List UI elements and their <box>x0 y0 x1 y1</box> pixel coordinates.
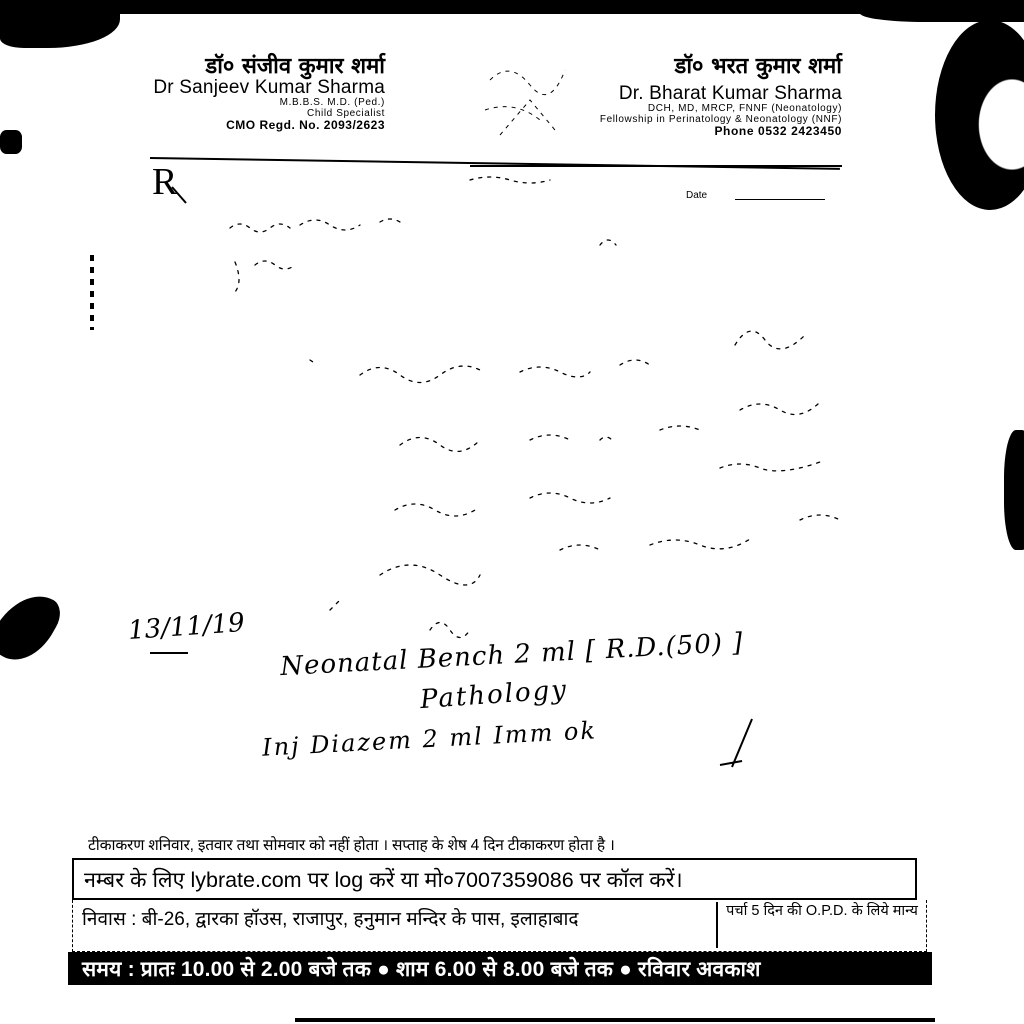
handwritten-line-2: Pathology <box>419 674 569 716</box>
scan-artifact-bottom-line <box>295 1018 935 1022</box>
handwritten-date: 13/11/19 <box>127 607 246 647</box>
doctor-right-name-hindi: डॉ० भरत कुमार शर्मा <box>674 54 842 79</box>
opd-validity: पर्चा 5 दिन की O.P.D. के लिये मान्य <box>716 902 926 948</box>
handwritten-date-underline <box>150 652 188 654</box>
vaccination-notice: टीकाकरण शनिवार, इतवार तथा सोमवार को नहीं होता । सप्ताह के शेष 4 दिन टीकाकरण होता है । <box>88 837 615 854</box>
clinic-address: निवास : बी-26, द्वारका हॉउस, राजापुर, हनुमान मन्दिर के पास, इलाहाबाद <box>82 909 579 930</box>
appointment-box: नम्बर के लिए lybrate.com पर log करें या मो०7007359086 पर कॉल करें। <box>72 858 917 900</box>
rx-symbol: R <box>152 161 178 203</box>
doctor-right-phone: Phone 0532 2423450 <box>714 124 842 139</box>
doctor-right-name: Dr. Bharat Kumar Sharma <box>618 83 842 105</box>
handwritten-line-3: Inj Diazem 2 ml Imm ok <box>261 716 598 762</box>
date-label: Date <box>686 190 708 201</box>
doctor-right-fellowship: Fellowship in Perinatology & Neonatology (NNF) <box>599 113 842 125</box>
doctor-left-name: Dr Sanjeev Kumar Sharma <box>153 77 385 99</box>
doctor-left-degree: M.B.B.S. M.D. (Ped.) <box>279 97 385 109</box>
doctor-left-name-hindi: डॉ० संजीव कुमार शर्मा <box>205 54 385 79</box>
tick-mark <box>712 715 762 775</box>
doctor-left-specialty: Child Specialist <box>307 107 385 119</box>
doctor-left-registration: CMO Regd. No. 2093/2623 <box>226 118 385 133</box>
clinic-timings: समय : प्रातः 10.00 से 2.00 बजे तक ● शाम 6.00 से 8.00 बजे तक ● रविवार अवकाश <box>68 952 932 985</box>
doctor-right-degree: DCH, MD, MRCP, FNNF (Neonatology) <box>647 103 842 115</box>
handwritten-line-1: Neonatal Bench 2 ml [ R.D.(50) ] <box>279 627 745 683</box>
